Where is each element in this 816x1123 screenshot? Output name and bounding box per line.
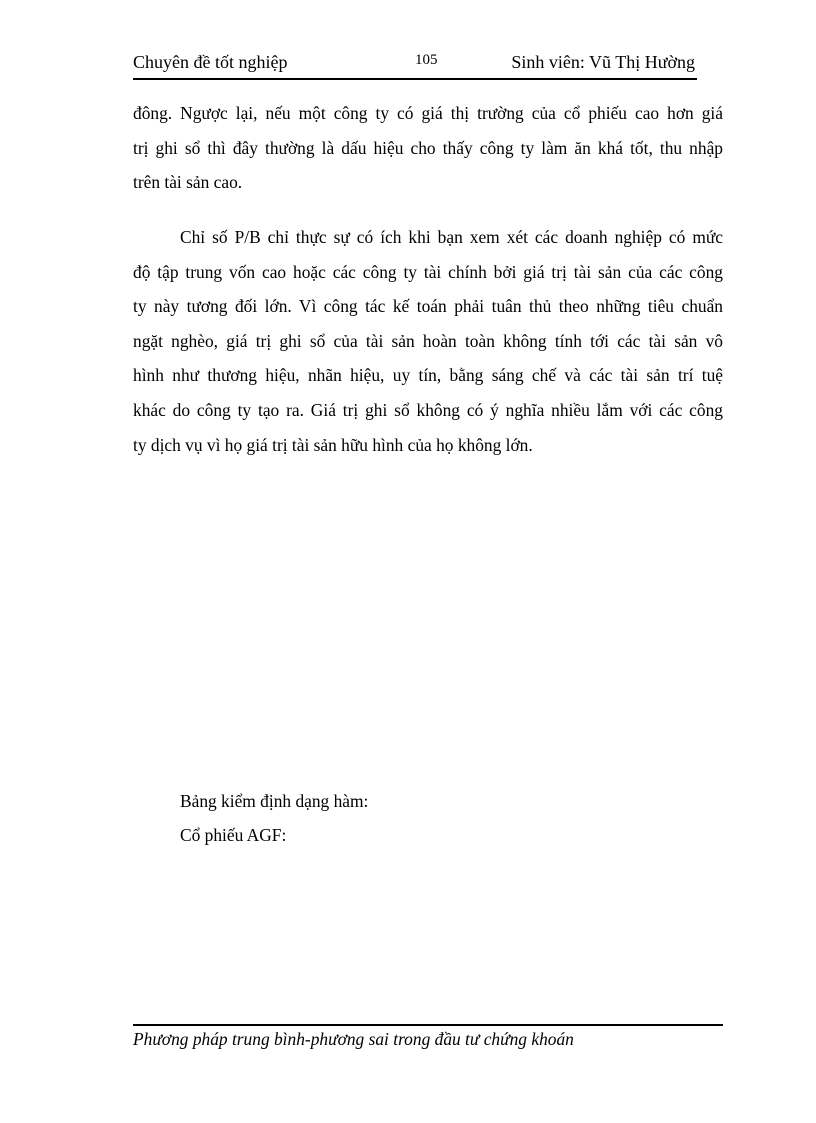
header-author: Sinh viên: Vũ Thị Hường — [511, 52, 695, 72]
paragraph-2 — [133, 220, 723, 462]
page-header — [133, 48, 697, 80]
table-caption: Bảng kiểm định dạng hàm: — [180, 791, 369, 811]
paragraph-2-line-4: ngặt nghèo, giá trị ghi sổ của tài sản hoàn toàn không tính tới các tài sản vô — [133, 330, 723, 351]
paragraph-2-line-5: hình như thương hiệu, nhãn hiệu, uy tín, bằng sáng chế và các tài sản trí tuệ — [133, 365, 723, 386]
paragraph-2-line-7: ty dịch vụ vì họ giá trị tài sản hữu hình của họ không lớn. — [133, 434, 533, 455]
paragraph-2-line-2: độ tập trung vốn cao hoặc các công ty tài chính bởi giá trị tài sản của các công — [133, 261, 723, 282]
paragraph-1 — [133, 96, 723, 200]
footer-title: Phương pháp trung bình-phương sai trong đầu tư chứng khoán — [133, 1029, 574, 1049]
paragraph-1-line-3: trên tài sản cao. — [133, 172, 243, 193]
paragraph-1-line-2: trị ghi sổ thì đây thường là dấu hiệu cho thấy công ty làm ăn khá tốt, thu nhập — [133, 137, 723, 158]
paragraph-2-line-6: khác do công ty tạo ra. Giá trị ghi sổ không có ý nghĩa nhiều lắm với các công — [133, 399, 723, 420]
paragraph-2-line-3: ty này tương đối lớn. Vì công tác kế toán phải tuân thủ theo những tiêu chuẩn — [133, 296, 723, 317]
page-number: 105 — [415, 52, 438, 68]
footer-rule — [133, 1024, 723, 1026]
header-title: Chuyên đề tốt nghiệp — [133, 52, 288, 72]
paragraph-2-line-1: Chỉ số P/B chỉ thực sự có ích khi bạn xem xét các doanh nghiệp có mức — [180, 227, 723, 247]
stock-label: Cổ phiếu AGF: — [180, 825, 287, 845]
paragraph-1-line-1: đông. Ngược lại, nếu một công ty có giá thị trường của cổ phiếu cao hơn giá — [133, 103, 723, 123]
